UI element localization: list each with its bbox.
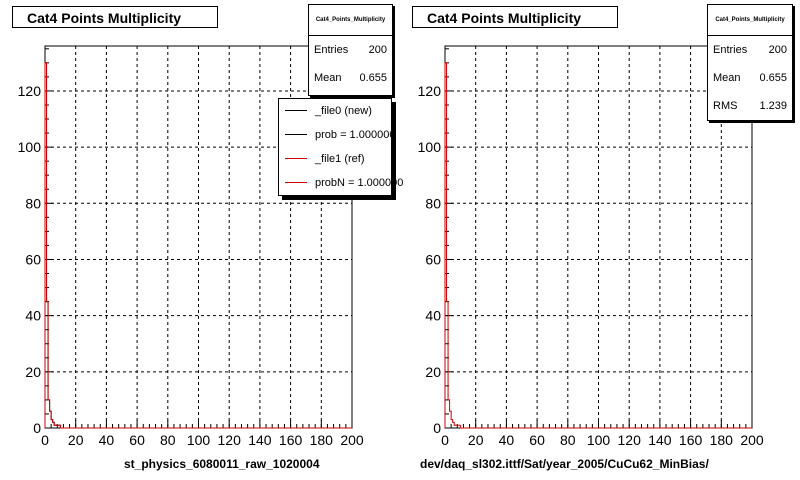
y-tick-label-right: 0 xyxy=(433,420,441,436)
x-tick-label-right: 60 xyxy=(529,432,545,448)
x-tick-label-right: 160 xyxy=(678,432,703,448)
stats-row-rms-right xyxy=(708,92,792,120)
legend-swatch-file1 xyxy=(285,158,307,159)
x-tick-label-left: 20 xyxy=(67,432,84,448)
histogram-title-text-right: Cat4 Points Multiplicity xyxy=(427,10,582,26)
stats-box-right xyxy=(707,4,793,121)
legend-entry-prob xyxy=(279,123,396,147)
y-tick-label-left: 40 xyxy=(25,307,41,324)
y-tick-label-right: 120 xyxy=(417,82,441,99)
stats-row-entries-right xyxy=(708,36,792,64)
x-axis-label-right: dev/daq_sl302.ittf/Sat/year_2005/CuCu62_MinBias/ xyxy=(420,457,709,471)
stats-row-mean-left xyxy=(309,64,392,92)
x-tick-label-left: 200 xyxy=(340,432,364,448)
y-tick-label-right: 60 xyxy=(425,251,441,268)
x-tick-label-right: 20 xyxy=(467,432,484,448)
stats-rms-label-right: RMS xyxy=(713,100,738,112)
legend-box-left xyxy=(278,98,404,196)
stats-mean-label-right: Mean xyxy=(713,72,741,84)
x-axis-label-left: st_physics_6080011_raw_1020004 xyxy=(124,457,320,471)
x-tick-label-left: 100 xyxy=(186,432,211,448)
y-tick-label-right: 100 xyxy=(417,139,441,156)
legend-text-file0: _file0 (new) xyxy=(315,105,372,117)
legend-text-prob: prob = 1.000000 xyxy=(315,129,396,141)
stats-mean-value-right: 0.655 xyxy=(759,72,787,84)
histogram-title-right xyxy=(412,6,618,28)
y-tick-label-right: 40 xyxy=(425,307,441,324)
stats-entries-label-left: Entries xyxy=(314,44,349,56)
y-tick-label-left: 120 xyxy=(17,82,41,99)
stats-mean-label-left: Mean xyxy=(314,72,342,84)
stats-entries-value-left: 200 xyxy=(368,44,387,56)
y-tick-label-left: 20 xyxy=(25,363,41,380)
legend-text-file1: _file1 (ref) xyxy=(315,153,365,165)
stats-row-mean-right xyxy=(708,64,792,92)
x-tick-label-right: 100 xyxy=(586,432,611,448)
legend-entry-file0 xyxy=(279,99,391,123)
stats-row-entries-left xyxy=(309,36,392,64)
legend-swatch-probn xyxy=(285,182,307,183)
y-tick-label-right: 80 xyxy=(425,195,441,212)
stats-mean-value-left: 0.655 xyxy=(359,72,387,84)
legend-entry-probn xyxy=(279,171,404,195)
legend-text-probn: probN = 1.000000 xyxy=(315,177,404,189)
y-tick-label-left: 80 xyxy=(25,195,41,212)
x-tick-label-left: 60 xyxy=(129,432,145,448)
stats-entries-value-right: 200 xyxy=(768,44,787,56)
x-tick-label-left: 120 xyxy=(217,432,241,448)
legend-swatch-prob xyxy=(285,134,307,135)
x-tick-label-right: 180 xyxy=(709,432,733,448)
x-tick-label-left: 160 xyxy=(278,432,303,448)
legend-swatch-file0 xyxy=(285,110,307,111)
x-tick-label-right: 0 xyxy=(441,432,449,448)
x-tick-label-right: 200 xyxy=(740,432,764,448)
y-tick-label-right: 20 xyxy=(425,363,441,380)
x-tick-label-left: 0 xyxy=(41,432,49,448)
legend-entry-file1 xyxy=(279,147,391,171)
x-tick-label-right: 80 xyxy=(560,432,576,448)
x-tick-label-right: 120 xyxy=(617,432,641,448)
histogram-title-text-left: Cat4 Points Multiplicity xyxy=(27,10,182,26)
x-tick-label-left: 40 xyxy=(98,432,115,448)
stats-title-right: Cat4_Points_Multiplicity xyxy=(708,5,792,36)
x-tick-label-left: 180 xyxy=(309,432,333,448)
stats-entries-label-right: Entries xyxy=(713,44,748,56)
histogram-title-left xyxy=(12,6,218,28)
x-tick-label-left: 80 xyxy=(160,432,176,448)
y-tick-label-left: 0 xyxy=(33,420,41,436)
histogram-panel-right xyxy=(400,0,800,480)
x-tick-label-right: 40 xyxy=(498,432,515,448)
y-tick-label-left: 100 xyxy=(17,139,41,156)
x-tick-label-right: 140 xyxy=(648,432,672,448)
x-tick-label-left: 140 xyxy=(248,432,272,448)
stats-rms-value-right: 1.239 xyxy=(759,100,787,112)
stats-title-left: Cat4_Points_Multiplicity xyxy=(309,5,392,36)
y-tick-label-left: 60 xyxy=(25,251,41,268)
stats-box-left xyxy=(308,4,393,96)
